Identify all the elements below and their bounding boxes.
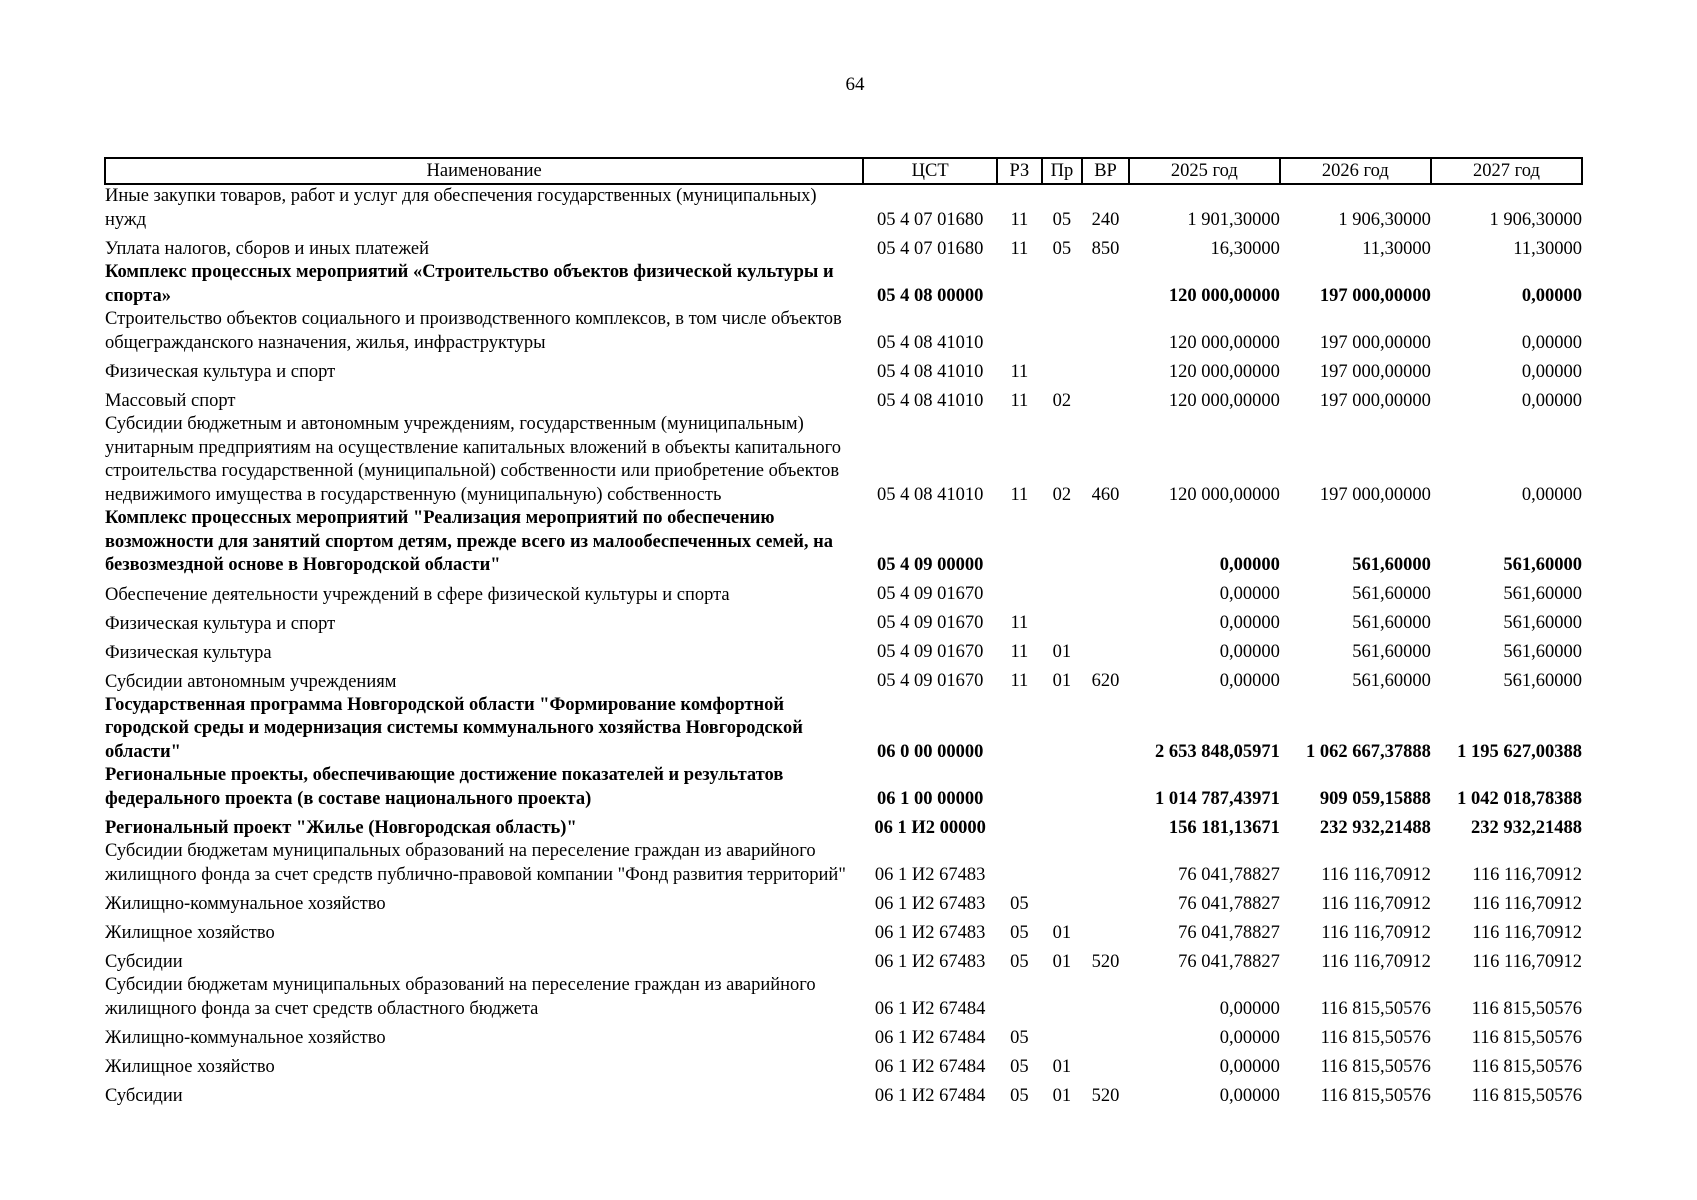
- row-2027: 116 116,70912: [1472, 922, 1582, 943]
- row-cst: 05 4 08 41010: [876, 484, 984, 505]
- row-2026: 561,60000: [1352, 671, 1431, 691]
- row-2026: 116 116,70912: [1321, 922, 1431, 943]
- row-rz: 11: [1010, 613, 1029, 633]
- table-row: [105, 261, 1582, 308]
- row-2025: 16,30000: [1210, 238, 1280, 259]
- row-vr: [1082, 261, 1129, 308]
- row-2027: 116 815,50576: [1471, 998, 1582, 1019]
- row-2025: 0,00000: [1219, 584, 1280, 604]
- table-row: [105, 916, 1582, 945]
- row-vr: [1082, 308, 1129, 355]
- row-2025: 0,00000: [1219, 671, 1280, 691]
- row-2026: 116 116,70912: [1321, 951, 1431, 972]
- row-vr: 460: [1091, 484, 1120, 505]
- row-2026: 116 116,70912: [1321, 864, 1431, 885]
- row-vr: 240: [1091, 209, 1120, 230]
- table-row: [105, 694, 1582, 765]
- table-row: [105, 636, 1582, 665]
- row-2025: 0,00000: [1219, 1085, 1280, 1106]
- row-rz: [997, 578, 1042, 607]
- row-rz: 05: [1010, 1085, 1029, 1106]
- row-cst: 06 1 И2 67483: [874, 864, 986, 885]
- row-2027: 0,00000: [1521, 332, 1582, 353]
- row-cst: 05 4 07 01680: [876, 238, 984, 259]
- row-2026: 561,60000: [1352, 613, 1431, 633]
- row-vr: 850: [1091, 238, 1120, 259]
- row-pr: [1042, 764, 1083, 811]
- row-name: Субсидии бюджетам муниципальных образований на переселение граждан из аварийного жилищного фонда за счет средств публично-правовой компании "Фонд развития территорий": [105, 841, 846, 885]
- row-2026: 116 815,50576: [1320, 998, 1431, 1019]
- row-vr: [1082, 811, 1129, 840]
- row-vr: [1082, 355, 1129, 384]
- table-row: [105, 811, 1582, 840]
- row-rz: [997, 840, 1042, 887]
- row-vr: [1082, 694, 1129, 765]
- row-2026: 197 000,00000: [1319, 484, 1431, 505]
- row-rz: 05: [1010, 893, 1029, 914]
- table-row: [105, 413, 1582, 507]
- row-name: Субсидии: [105, 1086, 183, 1106]
- row-pr: [1042, 355, 1083, 384]
- row-2025: 76 041,78827: [1178, 893, 1280, 914]
- row-pr: 01: [1052, 1056, 1072, 1077]
- row-cst: 06 1 И2 67483: [874, 922, 986, 943]
- row-2027: 0,00000: [1521, 285, 1582, 306]
- row-rz: 11: [1010, 671, 1029, 691]
- row-vr: 520: [1091, 951, 1120, 972]
- header-name: Наименование: [105, 158, 863, 184]
- row-pr: [1042, 887, 1083, 916]
- row-2026: 561,60000: [1352, 584, 1431, 604]
- row-vr: [1082, 974, 1129, 1021]
- table-row: [105, 308, 1582, 355]
- row-2026: 561,60000: [1352, 642, 1431, 662]
- row-pr: 01: [1052, 951, 1072, 972]
- row-rz: 11: [1010, 642, 1029, 662]
- row-rz: [997, 764, 1042, 811]
- row-2025: 0,00000: [1219, 642, 1280, 662]
- table-row: [105, 974, 1582, 1021]
- row-2025: 2 653 848,05971: [1154, 741, 1280, 762]
- row-2026: 1 062 667,37888: [1306, 741, 1431, 762]
- row-vr: [1082, 887, 1129, 916]
- row-2027: 116 116,70912: [1472, 893, 1582, 914]
- row-vr: [1082, 578, 1129, 607]
- header-2025: 2025 год: [1129, 158, 1280, 184]
- row-2026: 197 000,00000: [1319, 332, 1431, 353]
- row-2025: 0,00000: [1219, 1056, 1280, 1077]
- table-row: [105, 384, 1582, 413]
- row-name: Физическая культура: [105, 642, 272, 663]
- row-pr: [1042, 694, 1083, 765]
- row-pr: [1042, 840, 1083, 887]
- header-rz: РЗ: [997, 158, 1042, 184]
- row-vr: 620: [1091, 671, 1120, 691]
- row-cst: 06 1 И2 67484: [874, 998, 986, 1019]
- row-cst: 06 1 И2 67484: [874, 1085, 986, 1106]
- row-pr: 05: [1052, 209, 1072, 230]
- table-row: [105, 578, 1582, 607]
- row-cst: 05 4 08 41010: [876, 361, 984, 382]
- row-2025: 1 901,30000: [1187, 209, 1280, 230]
- row-rz: 05: [1010, 1027, 1029, 1048]
- row-2027: 116 815,50576: [1471, 1056, 1582, 1077]
- row-cst: 06 1 И2 67483: [874, 951, 986, 972]
- row-name: Субсидии бюджетам муниципальных образований на переселение граждан из аварийного жилищного фонда за счет средств областного бюджета: [105, 975, 816, 1019]
- row-2026: 232 932,21488: [1319, 817, 1431, 838]
- row-rz: [997, 974, 1042, 1021]
- row-2025: 0,00000: [1219, 1027, 1280, 1048]
- row-pr: 01: [1052, 671, 1072, 691]
- row-rz: [997, 694, 1042, 765]
- row-name: Государственная программа Новгородской области "Формирование комфортной городской среды и модернизация системы коммунального хозяйства Новгородской области": [105, 694, 803, 762]
- row-2027: 561,60000: [1503, 613, 1582, 633]
- row-pr: 02: [1052, 390, 1072, 411]
- row-cst: 06 1 И2 67484: [874, 1027, 986, 1048]
- row-vr: [1082, 764, 1129, 811]
- row-cst: 05 4 09 00000: [876, 555, 984, 575]
- row-pr: 01: [1052, 1085, 1072, 1106]
- row-cst: 05 4 09 01670: [876, 613, 984, 633]
- row-rz: 11: [1010, 361, 1029, 382]
- row-rz: 11: [1010, 484, 1029, 505]
- row-2026: 116 815,50576: [1320, 1027, 1431, 1048]
- row-2025: 76 041,78827: [1178, 951, 1280, 972]
- row-name: Комплекс процессных мероприятий «Строительство объектов физической культуры и спорта»: [105, 262, 834, 306]
- row-vr: [1082, 384, 1129, 413]
- row-2027: 11,30000: [1513, 238, 1582, 259]
- header-vr: ВР: [1082, 158, 1129, 184]
- row-2027: 561,60000: [1503, 555, 1582, 575]
- row-name: Уплата налогов, сборов и иных платежей: [105, 239, 430, 259]
- row-name: Массовый спорт: [105, 391, 236, 411]
- row-vr: [1082, 916, 1129, 945]
- row-name: Физическая культура и спорт: [105, 362, 336, 382]
- row-name: Жилищно-коммунальное хозяйство: [105, 894, 386, 914]
- table-row: [105, 1021, 1582, 1050]
- row-2026: 197 000,00000: [1319, 285, 1431, 306]
- row-vr: [1082, 1021, 1129, 1050]
- row-cst: 06 1 И2 67483: [874, 893, 986, 914]
- row-pr: [1042, 507, 1083, 578]
- table-row: [105, 840, 1582, 887]
- row-cst: 06 0 00 00000: [876, 741, 984, 762]
- row-2026: 909 059,15888: [1319, 788, 1431, 809]
- row-pr: 01: [1052, 922, 1072, 943]
- table-row: [105, 665, 1582, 694]
- row-pr: [1042, 974, 1083, 1021]
- row-name: Физическая культура и спорт: [105, 613, 336, 634]
- table-row: [105, 355, 1582, 384]
- row-2027: 116 116,70912: [1472, 951, 1582, 972]
- row-2025: 120 000,00000: [1168, 484, 1280, 505]
- row-cst: 06 1 И2 67484: [874, 1056, 986, 1077]
- row-pr: [1042, 811, 1083, 840]
- row-vr: [1082, 1050, 1129, 1079]
- row-name: Жилищно-коммунальное хозяйство: [105, 1028, 386, 1048]
- table-row: [105, 887, 1582, 916]
- row-name: Обеспечение деятельности учреждений в сфере физической культуры и спорта: [105, 584, 730, 605]
- row-cst: 05 4 09 01670: [876, 671, 984, 691]
- row-name: Региональные проекты, обеспечивающие достижение показателей и результатов федерального проекта (в составе национального проекта): [105, 765, 784, 809]
- header-2027: 2027 год: [1431, 158, 1582, 184]
- table-row: [105, 945, 1582, 974]
- row-2025: 120 000,00000: [1168, 285, 1280, 306]
- row-2027: 561,60000: [1503, 671, 1582, 691]
- row-pr: [1042, 578, 1083, 607]
- row-rz: 11: [1010, 390, 1029, 411]
- row-2026: 197 000,00000: [1319, 390, 1431, 411]
- row-2027: 561,60000: [1503, 584, 1582, 604]
- row-name: Строительство объектов социального и производственного комплексов, в том числе объектов общегражданского назначения, жилья, инфраструктуры: [105, 309, 842, 353]
- row-2027: 561,60000: [1503, 642, 1582, 662]
- row-rz: 05: [1010, 951, 1029, 972]
- row-2025: 0,00000: [1219, 613, 1280, 633]
- row-2025: 0,00000: [1219, 555, 1280, 575]
- row-cst: 06 1 И2 00000: [874, 817, 986, 838]
- row-2026: 561,60000: [1352, 555, 1431, 575]
- table-header-row: [105, 158, 1582, 184]
- row-2027: 0,00000: [1521, 361, 1582, 382]
- row-2026: 11,30000: [1362, 238, 1431, 259]
- header-2026: 2026 год: [1280, 158, 1431, 184]
- table-row: [105, 232, 1582, 261]
- row-name: Региональный проект "Жилье (Новгородская область)": [105, 818, 577, 838]
- header-pr: Пр: [1042, 158, 1083, 184]
- table-row: [105, 184, 1582, 232]
- table-row: [105, 507, 1582, 578]
- row-2025: 0,00000: [1219, 998, 1280, 1019]
- row-rz: 05: [1010, 1056, 1029, 1077]
- row-pr: [1042, 1021, 1083, 1050]
- row-cst: 05 4 07 01680: [876, 209, 984, 230]
- row-2027: 1 906,30000: [1489, 209, 1582, 230]
- row-2025: 76 041,78827: [1178, 922, 1280, 943]
- row-cst: 05 4 08 00000: [876, 285, 984, 306]
- row-vr: [1082, 607, 1129, 636]
- row-name: Иные закупки товаров, работ и услуг для обеспечения государственных (муниципальных) нужд: [105, 186, 817, 230]
- row-cst: 05 4 09 01670: [876, 584, 984, 604]
- row-2027: 1 195 627,00388: [1457, 741, 1582, 762]
- row-2027: 116 116,70912: [1472, 864, 1582, 885]
- table-row: [105, 607, 1582, 636]
- row-2027: 0,00000: [1521, 390, 1582, 411]
- row-rz: [997, 261, 1042, 308]
- row-vr: 520: [1091, 1085, 1120, 1106]
- row-2027: 1 042 018,78388: [1457, 788, 1582, 809]
- row-rz: [997, 507, 1042, 578]
- row-name: Субсидии автономным учреждениям: [105, 671, 397, 692]
- row-cst: 05 4 09 01670: [876, 642, 984, 662]
- row-2025: 156 181,13671: [1168, 817, 1280, 838]
- row-name: Субсидии: [105, 952, 183, 972]
- page-number: 64: [845, 74, 865, 95]
- row-cst: 05 4 08 41010: [876, 390, 984, 411]
- row-rz: 05: [1010, 922, 1029, 943]
- row-2025: 76 041,78827: [1178, 864, 1280, 885]
- row-2026: 197 000,00000: [1319, 361, 1431, 382]
- row-pr: 05: [1052, 238, 1072, 259]
- row-pr: [1042, 261, 1083, 308]
- row-2025: 120 000,00000: [1168, 361, 1280, 382]
- row-vr: [1082, 507, 1129, 578]
- row-pr: 02: [1052, 484, 1072, 505]
- row-pr: [1042, 308, 1083, 355]
- row-2027: 116 815,50576: [1471, 1085, 1582, 1106]
- row-rz: 11: [1010, 238, 1029, 259]
- row-cst: 06 1 00 00000: [876, 788, 984, 809]
- row-vr: [1082, 636, 1129, 665]
- row-2026: 116 815,50576: [1320, 1085, 1431, 1106]
- row-name: Жилищное хозяйство: [105, 1057, 275, 1077]
- row-cst: 05 4 08 41010: [876, 332, 984, 353]
- row-rz: [997, 811, 1042, 840]
- row-vr: [1082, 840, 1129, 887]
- row-pr: [1042, 607, 1083, 636]
- row-2027: 0,00000: [1521, 484, 1582, 505]
- row-rz: [997, 308, 1042, 355]
- row-name: Жилищное хозяйство: [105, 923, 275, 943]
- table-row: [105, 1079, 1582, 1108]
- row-name: Субсидии бюджетным и автономным учреждениям, государственным (муниципальным) унитарным предприятиям на осуществление капитальных вложений в объекты капитального строительства государственной (муниципальной) собственности или приобретение объектов недвижимого имущества в государственную (муниципальную) собственность: [105, 414, 842, 505]
- row-name: Комплекс процессных мероприятий "Реализация мероприятий по обеспечению возможности для занятий спортом детям, прежде всего из малообеспеченных семей, на безвозмездной основе в Новгородской области": [105, 508, 834, 575]
- row-2026: 116 815,50576: [1320, 1056, 1431, 1077]
- table-row: [105, 764, 1582, 811]
- row-2026: 1 906,30000: [1338, 209, 1431, 230]
- row-2027: 232 932,21488: [1471, 817, 1582, 838]
- row-2025: 120 000,00000: [1168, 390, 1280, 411]
- row-2027: 116 815,50576: [1471, 1027, 1582, 1048]
- row-rz: 11: [1010, 209, 1029, 230]
- row-2025: 1 014 787,43971: [1154, 788, 1280, 809]
- header-cst: ЦСТ: [863, 158, 997, 184]
- row-pr: 01: [1052, 642, 1072, 662]
- row-2025: 120 000,00000: [1168, 332, 1280, 353]
- row-2026: 116 116,70912: [1321, 893, 1431, 914]
- table-row: [105, 1050, 1582, 1079]
- budget-table: [104, 157, 1583, 1108]
